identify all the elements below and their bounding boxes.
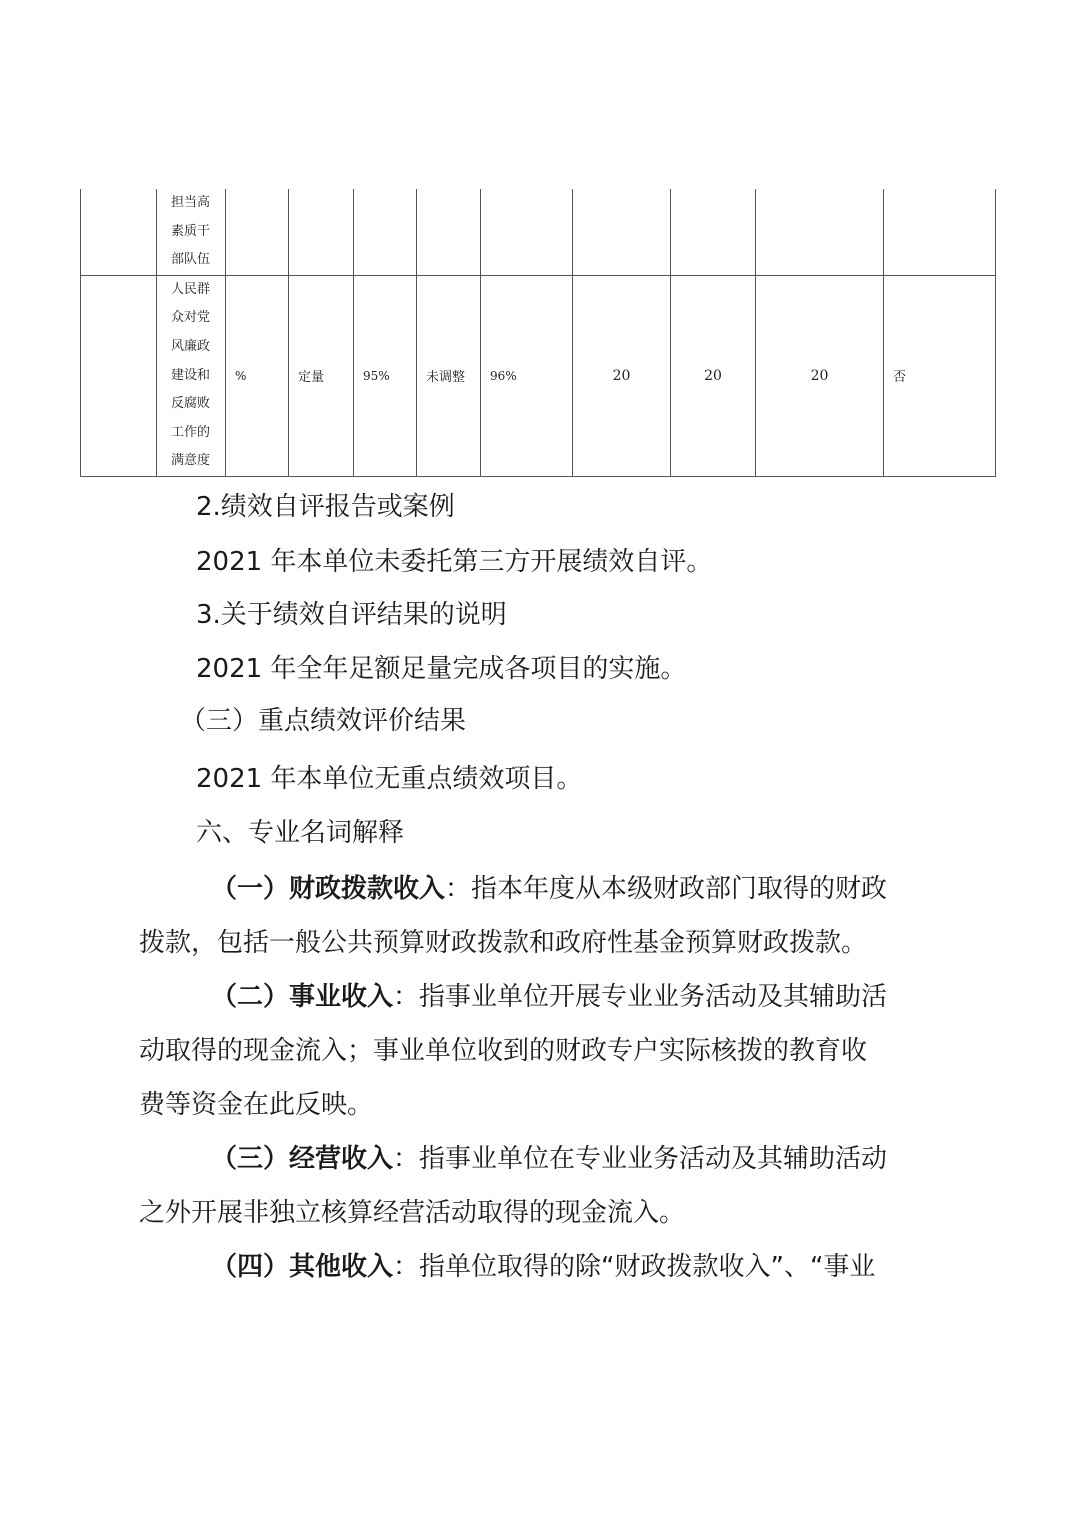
category-cell <box>81 189 157 275</box>
term-fiscal-appropriation: （一）财政拨款收入：指本年度从本级财政部门取得的财政 拨款，包括一般公共预算财政拨款和政府性基金预算财政拨款。 <box>139 874 888 958</box>
term-title: （三）经营收入 <box>211 1144 394 1174</box>
type-cell: 定量 <box>289 275 354 476</box>
actual-cell: 96% <box>481 275 573 476</box>
final-score-cell: 20 <box>756 275 884 476</box>
section-3-body: 2021 年全年足额足量完成各项目的实施。 <box>196 654 687 684</box>
term-business-income: （二）事业收入：指事业单位开展专业业务活动及其辅助活 动取得的现金流入；事业单位收到的财政专户实际核拨的教育收 费等资金在此反映。 <box>139 982 888 1120</box>
weight-cell: 20 <box>573 275 671 476</box>
key-evaluation-body: 2021 年本单位无重点绩效项目。 <box>196 764 583 794</box>
flag-cell: 否 <box>884 275 996 476</box>
section-2-body: 2021 年本单位未委托第三方开展绩效自评。 <box>196 547 713 577</box>
table-row <box>81 275 996 476</box>
adjustment-cell: 未调整 <box>417 275 481 476</box>
section-2-heading: 2.绩效自评报告或案例 <box>196 492 455 522</box>
indicator-cell: 担当高 素质干 部队伍 <box>157 189 226 275</box>
term-title: （二）事业收入 <box>211 982 394 1012</box>
score-cell: 20 <box>671 275 756 476</box>
target-cell: 95% <box>354 275 417 476</box>
section-6-heading: 六、专业名词解释 <box>196 818 405 848</box>
term-title: （一）财政拨款收入 <box>211 874 446 904</box>
indicator-cell: 人民群 众对党 风廉政 建设和 反腐败 工作的 满意度 <box>157 275 226 476</box>
key-evaluation-heading: （三）重点绩效评价结果 <box>180 706 467 736</box>
term-operating-income: （三）经营收入：指事业单位在专业业务活动及其辅助活动 之外开展非独立核算经营活动取得的现金流入。 <box>139 1144 888 1228</box>
performance-table <box>80 189 996 477</box>
term-title: （四）其他收入 <box>211 1252 394 1282</box>
unit-cell: % <box>226 275 289 476</box>
section-3-heading: 3.关于绩效自评结果的说明 <box>196 600 507 630</box>
table-row <box>81 189 996 275</box>
term-other-income: （四）其他收入：指单位取得的除“财政拨款收入”、“事业 <box>211 1252 876 1282</box>
category-cell <box>81 275 157 476</box>
